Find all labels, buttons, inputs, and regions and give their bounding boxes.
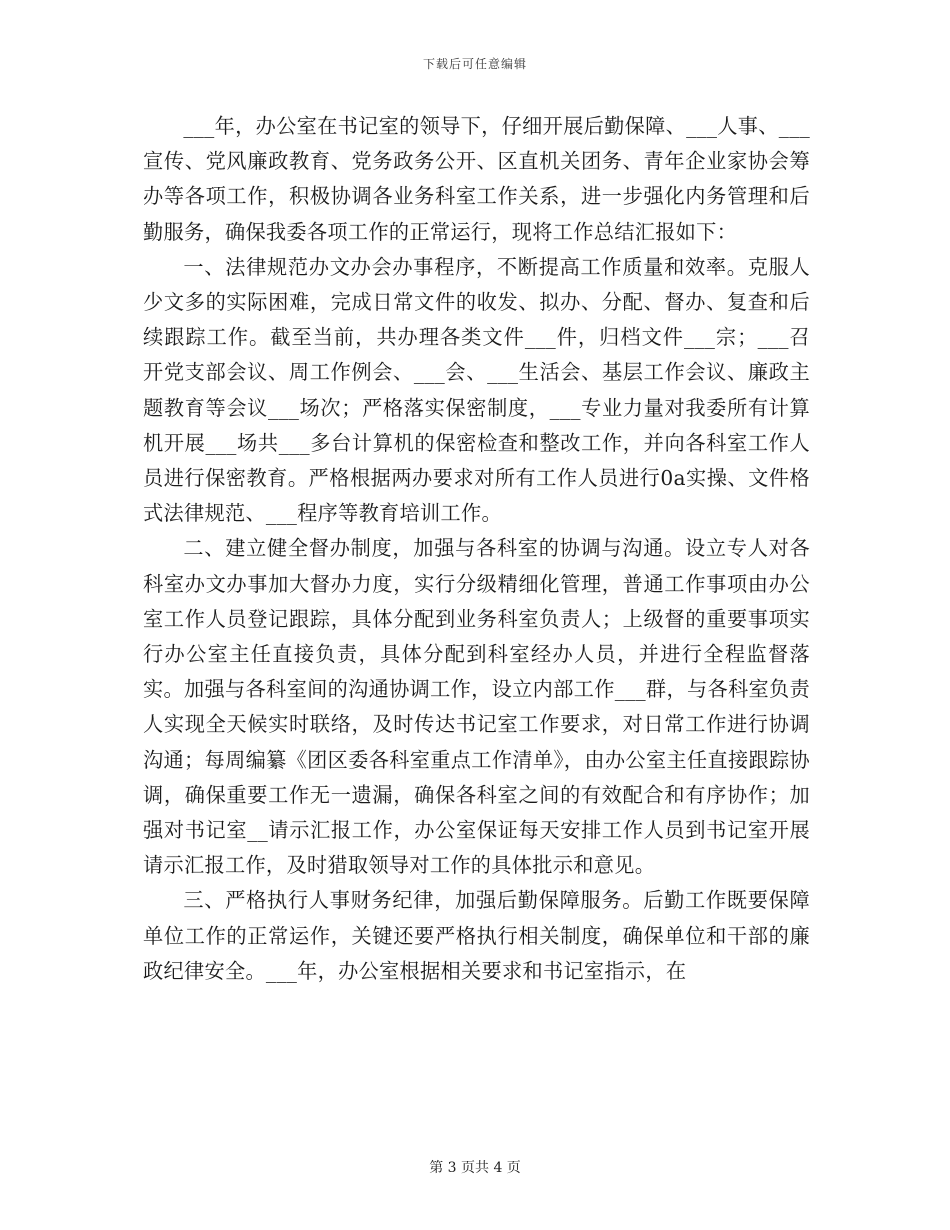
paragraph-section-2: 二、建立健全督办制度，加强与各科室的协调与沟通。设立专人对各科室办文办事加大督办力度，实行分级精细化管理，普通工作事项由办公室工作人员登记跟踪，具体分配到业务科室负责人；上级督的重要事项实行办公室主任直接负责，具体分配到科室经办人员，并进行全程监督落实。加强与各科室间的沟通协调工作，设立内部工作___群，与各科室负责人实现全天候实时联络，及时传达书记室工作要求，对日常工作进行协调沟通；每周编纂《团区委各科室重点工作清单》，由办公室主任直接跟踪协调，确保重要工作无一遗漏，确保各科室之间的有效配合和有序协作；加强对书记室__请示汇报工作，办公室保证每天安排工作人员到书记室开展请示汇报工作，及时猎取领导对工作的具体批示和意见。 <box>143 536 810 878</box>
paragraph-section-1: 一、法律规范办文办会办事程序，不断提高工作质量和效率。克服人少文多的实际困难，完成日常文件的收发、拟办、分配、督办、复查和后续跟踪工作。截至当前，共办理各类文件___件，归档文件___宗；___召开党支部会议、周工作例会、___会、___生活会、基层工作会议、廉政主题教育等会议___场次；严格落实保密制度，___专业力量对我委所有计算机开展___场共___多台计算机的保密检查和整改工作，并向各科室工作人员进行保密教育。严格根据两办要求对所有工作人员进行0a实操、文件格式法律规范、___程序等教育培训工作。 <box>143 254 810 526</box>
page-header: 下载后可任意编辑 <box>422 57 527 71</box>
paragraph-section-3: 三、严格执行人事财务纪律，加强后勤保障服务。后勤工作既要保障单位工作的正常运作，关键还要严格执行相关制度，确保单位和干部的廉政纪律安全。___年，办公室根据相关要求和书记室指示，在 <box>143 888 810 983</box>
page-number: 第 3 页共 4 页 <box>429 1160 521 1176</box>
document-body <box>143 109 810 989</box>
paragraph-intro: ___年，办公室在书记室的领导下，仔细开展后勤保障、___人事、___宣传、党风廉政教育、党务政务公开、区直机关团务、青年企业家协会筹办等各项工作，积极协调各业务科室工作关系，进一步强化内务管理和后勤服务，确保我委各项工作的正常运行，现将工作总结汇报如下： <box>143 114 810 244</box>
